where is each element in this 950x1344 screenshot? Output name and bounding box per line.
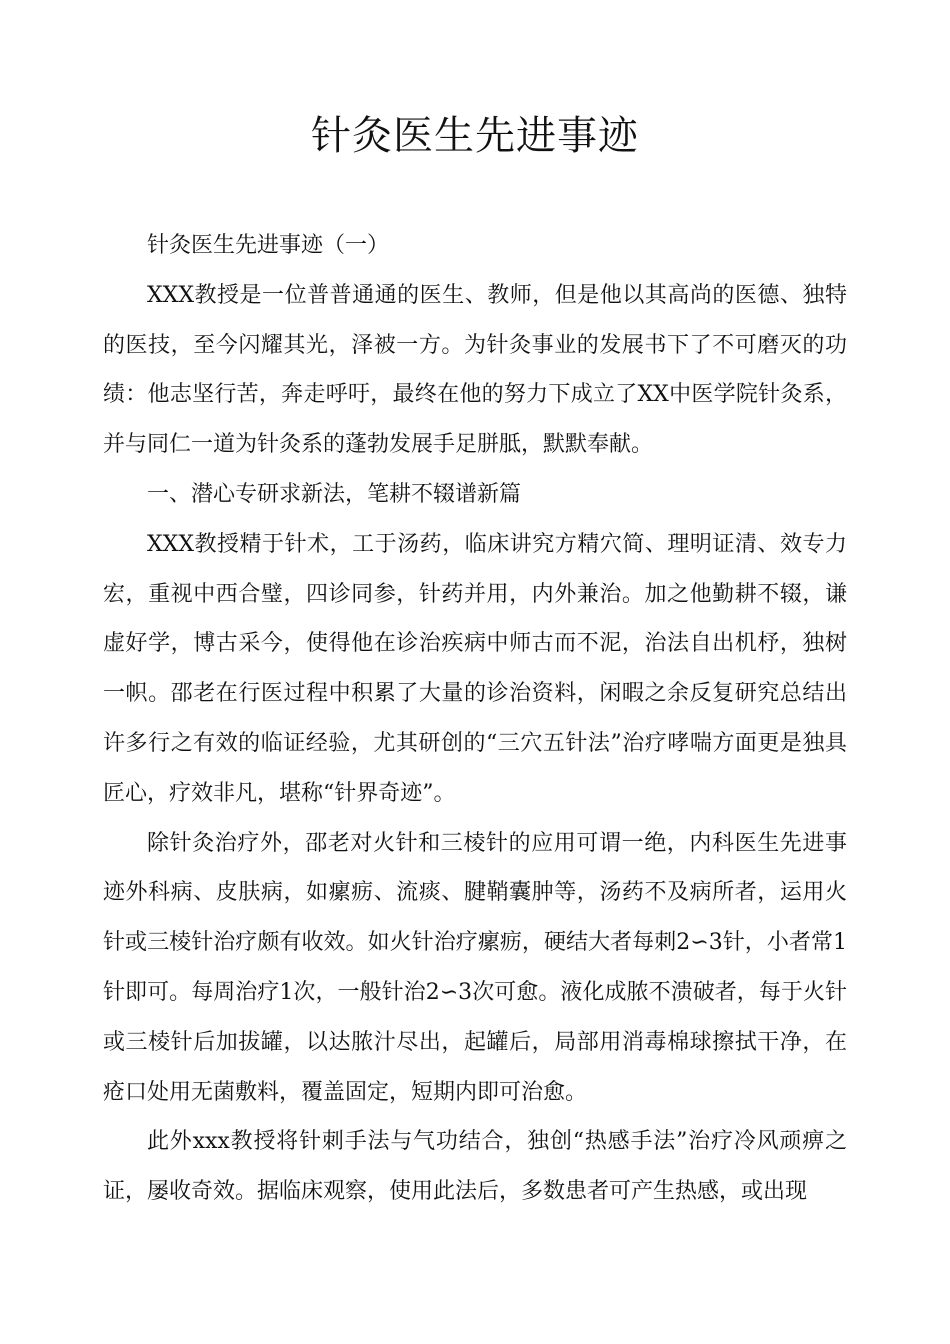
document-title: 针灸医生先进事迹 (311, 113, 639, 159)
section-heading: 一、潜心专研求新法，笔耕不辍谱新篇 (147, 481, 522, 507)
paragraph: 除针灸治疗外，邵老对火针和三棱针的应用可谓一绝，内科医生先进事迹外科病、皮肤病，如瘰疬、流痰、腱鞘囊肿等，汤药不及病所者，运用火针或三棱针治疗颇有收效。如火针治疗瘰疬，硬结大者每刺2∽3针，小者常1针即可。每周治疗1次，一般针治2∽3次可愈。液化成脓不溃破者，每于火针或三棱针后加拔罐，以达脓汁尽出，起罐后，局部用消毒棉球擦拭干净，在疮口处用无菌敷料，覆盖固定，短期内即可治愈。 (103, 830, 847, 1105)
paragraph: XXX教授是一位普普通通的医生、教师，但是他以其高尚的医德、独特的医技，至今闪耀其光，泽被一方。为针灸事业的发展书下了不可磨灭的功绩：他志坚行苦，奔走呼吁，最终在他的努力下成立了XX中医学院针灸系，并与同仁一道为针灸系的蓬勃发展手足胼胝，默默奉献。 (103, 282, 847, 458)
paragraph: XXX教授精于针术，工于汤药，临床讲究方精穴简、理明证清、效专力宏，重视中西合璧，四诊同参，针药并用，内外兼治。加之他勤耕不辍，谦虚好学，博古采今，使得他在诊治疾病中师古而不泥，治法自出机杼，独树一帜。邵老在行医过程中积累了大量的诊治资料，闲暇之余反复研究总结出许多行之有效的临证经验，尤其研创的“三穴五针法”治疗哮喘方面更是独具匠心，疗效非凡，堪称“针界奇迹”。 (103, 531, 847, 806)
section-heading: 针灸医生先进事迹（一） (147, 233, 390, 258)
paragraph: 此外xxx教授将针刺手法与气功结合，独创“热感手法”治疗冷风顽痹之证，屡收奇效。据临床观察，使用此法后，多数患者可产生热感，或出现 (103, 1129, 847, 1205)
document-body (103, 221, 847, 1217)
